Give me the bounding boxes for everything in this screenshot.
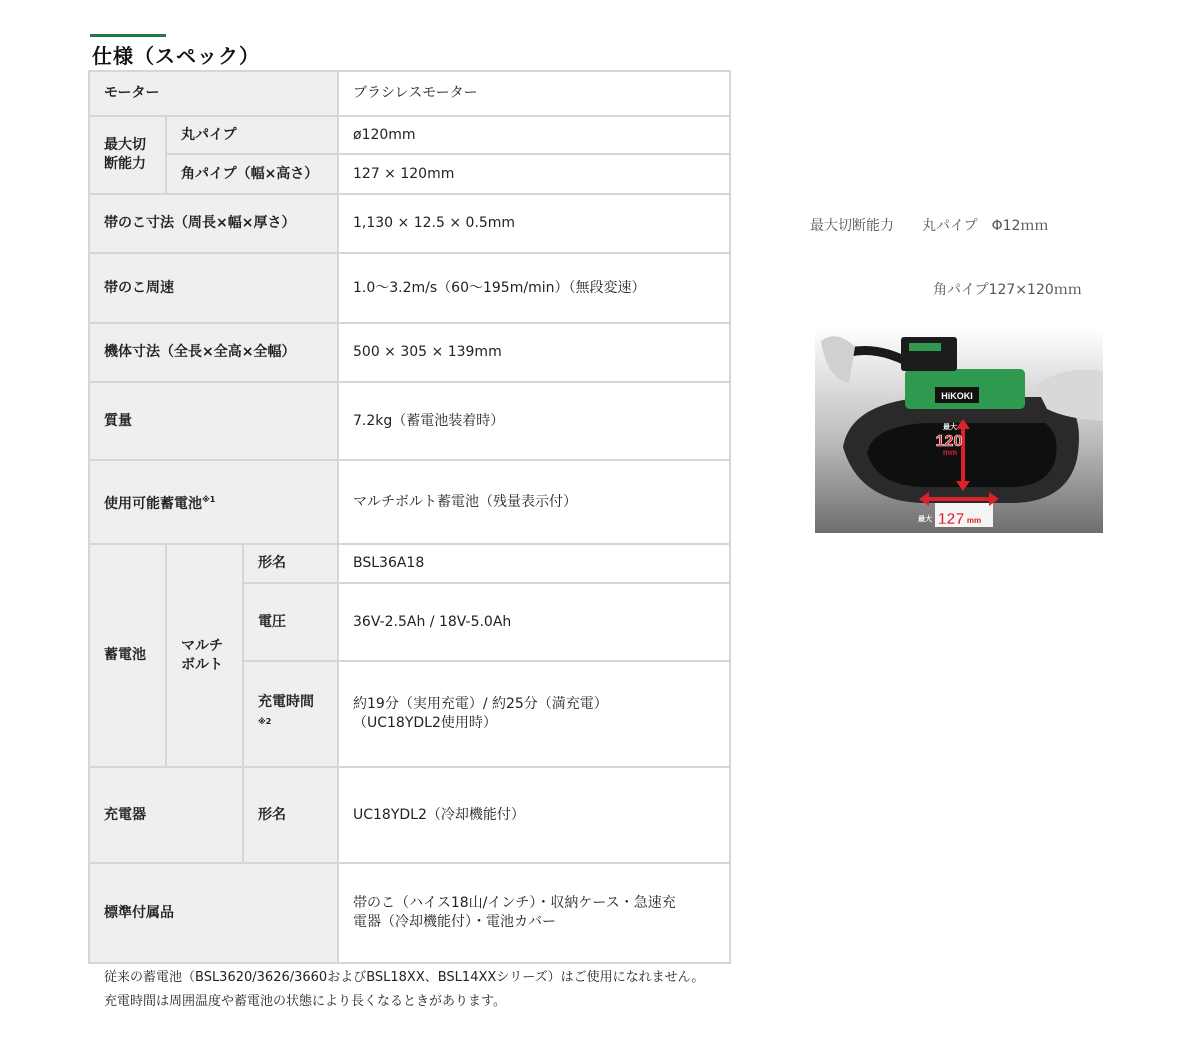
width-value: 127 <box>937 511 965 528</box>
row-label: 帯のこ周速 <box>89 253 338 323</box>
title-accent-line <box>90 34 166 37</box>
table-row <box>89 116 730 154</box>
row-label <box>89 460 338 544</box>
row-sublabel: 電圧 <box>243 583 338 661</box>
note-mark: ※1 <box>202 495 216 504</box>
row-sublabel: 形名 <box>243 544 338 583</box>
value-line: （UC18YDL2使用時） <box>353 715 497 731</box>
row-sublabel: マルチボルト <box>166 544 243 767</box>
row-label-text: 使用可能蓄電池 <box>104 496 202 512</box>
row-value: 1,130 × 12.5 × 0.5mm <box>338 194 730 253</box>
row-label: 機体寸法（全長×全高×全幅） <box>89 323 338 382</box>
row-label: 蓄電池 <box>89 544 166 767</box>
row-label: 最大切断能力 <box>89 116 166 194</box>
page-title: 仕様（スペック） <box>92 44 260 68</box>
battery-stripe <box>909 343 941 351</box>
row-sublabel: 角パイプ（幅×高さ） <box>166 154 338 194</box>
row-sublabel: 丸パイプ <box>166 116 338 154</box>
value-line: 約19分（実用充電）/ 約25分（満充電） <box>353 696 608 712</box>
row-label: 帯のこ寸法（周長×幅×厚さ） <box>89 194 338 253</box>
side-caption-square: 角パイプ127×120ｍｍ <box>933 282 1082 298</box>
row-value: 500 × 305 × 139mm <box>338 323 730 382</box>
product-photo <box>815 327 1103 533</box>
width-label: 最大 <box>918 516 932 523</box>
height-unit: mm <box>942 448 958 457</box>
row-value <box>338 863 730 963</box>
row-value: BSL36A18 <box>338 544 730 583</box>
row-value <box>338 661 730 767</box>
row-sublabel-text: 充電時間 <box>258 693 314 710</box>
height-label: 最大 <box>943 424 957 431</box>
table-row <box>89 460 730 544</box>
brand-logo: HiKOKI <box>941 391 973 401</box>
table-row <box>89 71 730 116</box>
row-label: 標準付属品 <box>89 863 338 963</box>
table-row <box>89 382 730 460</box>
row-value: 127 × 120mm <box>338 154 730 194</box>
side-caption-round: 最大切断能力 丸パイプ Φ12ｍｍ <box>810 218 1049 234</box>
spec-table <box>88 70 731 964</box>
row-value: ブラシレスモーター <box>338 71 730 116</box>
value-line: 電器（冷却機能付）・電池カバー <box>353 914 556 930</box>
row-value: 7.2kg（蓄電池装着時） <box>338 382 730 460</box>
row-value: マルチボルト蓄電池（残量表示付） <box>338 460 730 544</box>
row-label: 充電器 <box>89 767 243 863</box>
row-label: モーター <box>89 71 338 116</box>
row-value: ø120mm <box>338 116 730 154</box>
row-sublabel: 形名 <box>243 767 338 863</box>
footnotes <box>104 966 704 1014</box>
table-row <box>89 253 730 323</box>
table-row <box>89 863 730 963</box>
table-row <box>89 194 730 253</box>
table-row <box>89 323 730 382</box>
note-mark: ※2 <box>258 716 272 726</box>
row-value: 1.0〜3.2m/s（60〜195m/min）（無段変速） <box>338 253 730 323</box>
table-row <box>89 767 730 863</box>
row-value: 36V-2.5Ah / 18V-5.0Ah <box>338 583 730 661</box>
height-value: 120 <box>935 433 963 450</box>
footnote: 従来の蓄電池（BSL3620/3626/3660およびBSL18XX、BSL14XXシリーズ）はご使用になれません。 <box>104 970 705 985</box>
table-row <box>89 154 730 194</box>
row-sublabel <box>243 661 338 767</box>
battery-shape <box>901 337 957 371</box>
row-label: 質量 <box>89 382 338 460</box>
row-value: UC18YDL2（冷却機能付） <box>338 767 730 863</box>
footnote: 充電時間は周囲温度や蓄電池の状態により長くなるときがあります。 <box>104 994 506 1009</box>
width-unit: mm <box>966 516 982 525</box>
table-row <box>89 544 730 583</box>
value-line: 帯のこ（ハイス18山/インチ）・収納ケース・急速充 <box>353 895 676 911</box>
